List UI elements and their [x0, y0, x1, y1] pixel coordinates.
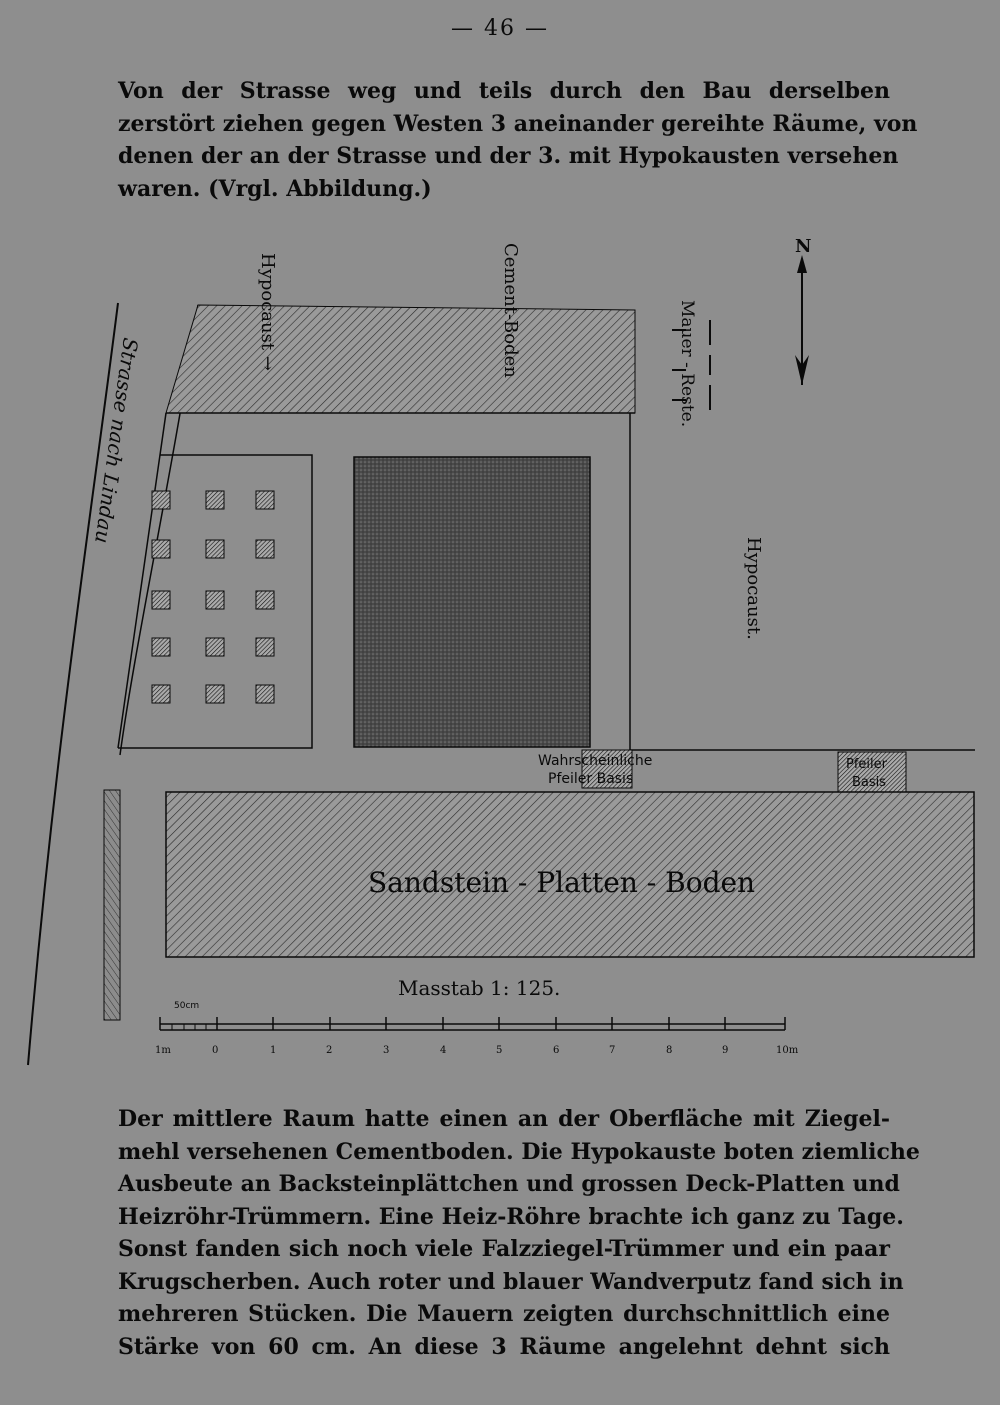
scale-small-label: 50cm [174, 1001, 200, 1011]
wall-remains-label: Mauer - Reste. [677, 300, 697, 428]
text-line: Sonst fanden sich noch viele Falzziegel-Trümmer und ein paar [118, 1236, 890, 1262]
scale-tick: 1 [270, 1045, 277, 1056]
scale-tick: 1m [155, 1045, 171, 1056]
scale-tick: 8 [666, 1045, 673, 1056]
scale-tick: 9 [722, 1045, 729, 1056]
intro-paragraph [118, 75, 918, 205]
page-number: — 46 — [451, 16, 549, 41]
scale-ticks [155, 1045, 799, 1056]
scale-tick: 10m [776, 1045, 799, 1056]
text-line: Von der Strasse weg und teils durch den Bau derselben [118, 78, 890, 104]
hypocaust-pillars [152, 491, 274, 703]
scale-tick: 2 [326, 1045, 333, 1056]
pillar-base-label-1: Pfeiler [846, 757, 887, 772]
cement-floor-area [354, 457, 590, 747]
text-line: mehl versehenen Cementboden. Die Hypokauste boten ziemliche [118, 1138, 920, 1165]
text-line: zerstört ziehen gegen Westen 3 aneinander gereihte Räume, von [118, 110, 918, 137]
scale-tick: 3 [383, 1045, 390, 1056]
site-plan-figure [0, 225, 1000, 1070]
north-label: N [795, 236, 812, 257]
text-line: Ausbeute an Backsteinplättchen und grossen Deck-Platten und [118, 1171, 900, 1197]
text-line: denen der an der Strasse und der 3. mit Hypokausten versehen [118, 143, 899, 169]
scale-tick: 7 [609, 1045, 616, 1056]
scale-tick: 4 [440, 1045, 447, 1056]
text-line: mehreren Stücken. Die Mauern zeigten durchschnittlich eine [118, 1301, 890, 1327]
text-line: Der mittlere Raum hatte einen an der Oberfläche mit Ziegel- [118, 1106, 890, 1132]
text-line: Krugscherben. Auch roter und blauer Wandverputz fand sich in [118, 1268, 904, 1295]
scale-tick: 6 [553, 1045, 560, 1056]
body-paragraph [118, 1103, 920, 1363]
text-line: Heizröhr-Trümmern. Eine Heiz-Röhre brachte ich ganz zu Tage. [118, 1203, 904, 1230]
scale-bar [160, 1017, 785, 1030]
hypocaust-top-label: Hypocaust → [257, 253, 278, 371]
scale-title: Masstab 1: 125. [398, 976, 561, 1000]
hypocaust-top-area [166, 305, 635, 413]
cement-floor-label: Cement-Boden [500, 243, 521, 378]
probable-pillar-label-1: Wahrscheinliche [538, 753, 653, 769]
text-line: Stärke von 60 cm. An diese 3 Räume angelehnt dehnt sich [118, 1333, 890, 1360]
scale-tick: 0 [212, 1045, 219, 1056]
road-label: Strasse nach Lindau [90, 336, 143, 545]
probable-pillar-label-2: Pfeiler Basis [548, 771, 634, 787]
text-line: waren. (Vrgl. Abbildung.) [118, 175, 432, 202]
scale-tick: 5 [496, 1045, 503, 1056]
sandstone-floor-label: Sandstein - Platten - Boden [368, 866, 756, 899]
hypocaust-right-label: Hypocaust. [743, 537, 764, 640]
pillar-base-label-2: Basis [852, 775, 887, 790]
north-arrow-icon [795, 236, 811, 385]
